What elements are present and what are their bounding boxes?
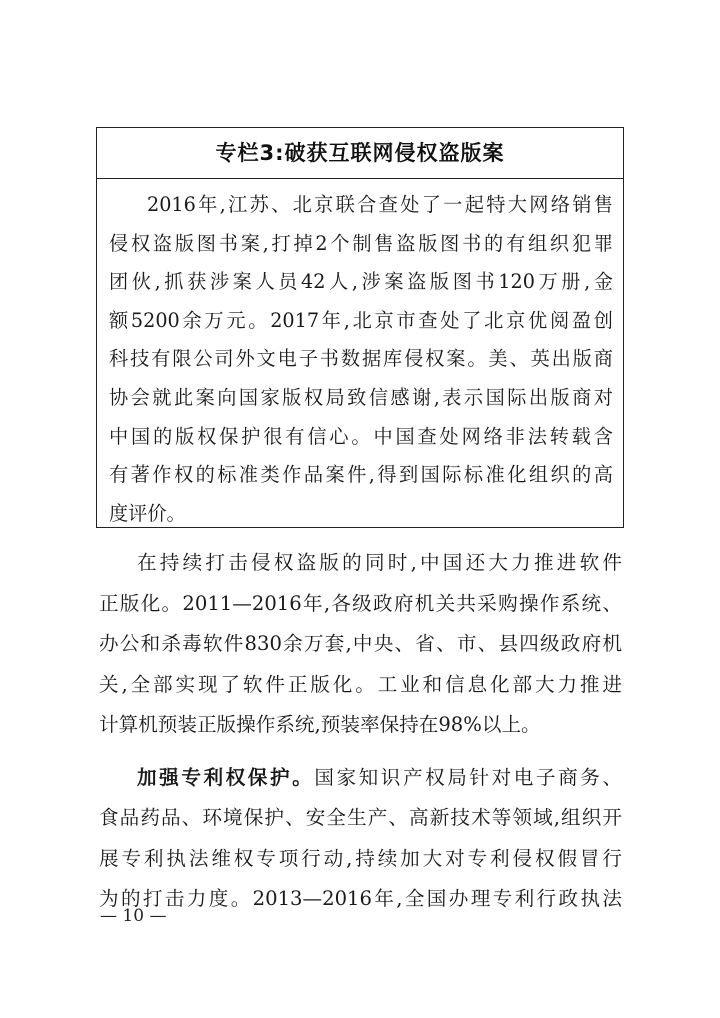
paragraph-line: 在持续打击侵权盗版的同时,中国还大力推进软件 [137, 551, 622, 574]
paragraph-gap [99, 746, 622, 758]
column-line: 科技有限公司外文电子书数据库侵权案。美、英出版商 [109, 347, 613, 371]
column-body [97, 179, 623, 533]
paragraph-software-legalization [99, 543, 622, 746]
paragraph-line: 为的打击力度。2013—2016年,全国办理专利行政执法 [99, 887, 622, 910]
paragraph-line: 办公和杀毒软件830余万套,中央、省、市、县四级政府机 [99, 632, 622, 655]
column-line: 有著作权的标准类作品案件,得到国际标准化组织的高 [109, 463, 613, 487]
paragraph-line: 计算机预装正版操作系统,预装率保持在98%以上。 [99, 713, 541, 736]
paragraph-line: 关,全部实现了软件正版化。工业和信息化部大力推进 [99, 672, 622, 696]
paragraph-line-text: 国家知识产权局针对电子商务、 [314, 765, 623, 789]
section-heading: 加强专利权保护。 [137, 765, 315, 789]
paragraph-patent-protection [99, 758, 622, 920]
paragraph-line: 正版化。2011—2016年,各级政府机关共采购操作系统、 [99, 591, 622, 615]
column-line: 额5200余万元。2017年,北京市查处了北京优阅盈创 [109, 308, 613, 332]
column-line: 度评价。 [109, 501, 186, 525]
column-line: 协会就此案向国家版权局致信感谢,表示国际出版商对 [109, 385, 613, 409]
column-line: 2016年,江苏、北京联合查处了一起特大网络销售 [147, 193, 613, 216]
paragraph-line [99, 758, 622, 799]
body-text [99, 543, 622, 920]
page-number: — 10 — [100, 906, 167, 926]
paragraph-line: 食品药品、环境保护、安全生产、高新技术等领域,组织开 [99, 806, 622, 829]
column-line: 侵权盗版图书案,打掉2个制售盗版图书的有组织犯罪 [109, 231, 613, 255]
column-box [96, 127, 624, 528]
column-line: 中国的版权保护很有信心。中国查处网络非法转载含 [109, 424, 613, 448]
column-title: 专栏3:破获互联网侵权盗版案 [97, 128, 623, 179]
column-line: 团伙,抓获涉案人员42人,涉案盗版图书120万册,金 [109, 270, 613, 294]
paragraph-line: 展专利执法维权专项行动,持续加大对专利侵权假冒行 [99, 846, 622, 870]
